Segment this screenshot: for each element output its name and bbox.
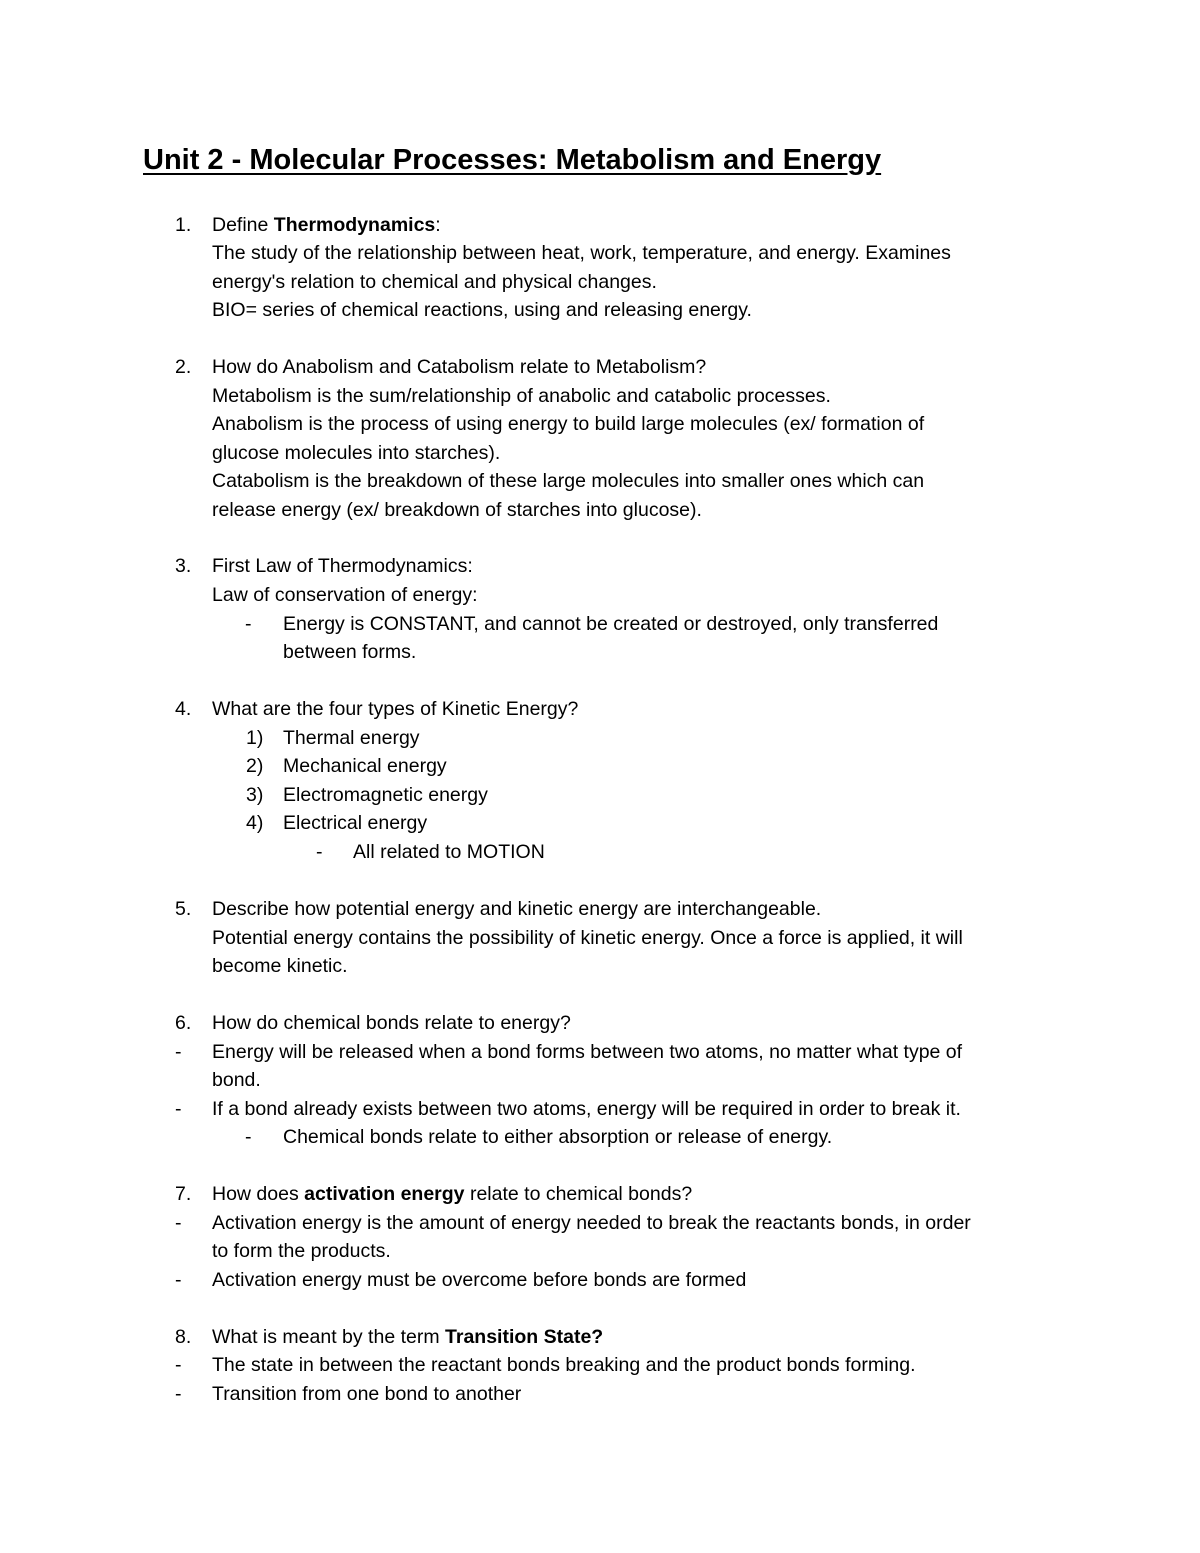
q8-number: 8. [175,1326,192,1348]
document-page: Unit 2 - Molecular Processes: Metabolism and Energy 1. Define Thermodynamics: The study of the relationship between heat, work, temperature, and energy. Examines energy's relation to chemical and physical changes. BIO= series of chemical reactions, using and releasing energy. 2. How do Anabolism and Catabolism relate to Metabolism? Metabolism is the sum/relationship of anabolic and catabolic processes. Anabolism is the process of using energy to build large molecules (ex/ formation of glucose molecules into starches). Catabolism is the breakdown of these large molecules into smaller ones which can release energy (ex/ breakdown of starches into glucose). 3. First Law of Thermodynamics: Law of conservation of energy: - Energy is CONSTANT, and cannot be created or destroyed, only transferred between forms. 4. What are the four types of Kinetic Energy? 1) Thermal energy 2) Mechanical energy 3) Electromagnetic energy 4) Electrical energy - All related to MOTION 5. Describe how potential energy and kinetic energy are interchangeable. Potential energy contains the possibility of kinetic energy. Once a force is applied, it will become kinetic. 6. How do chemical bonds relate to energy? - Energy will be released when a bond forms between two atoms, no matter what type of bond. - If a bond already exists between two atoms, energy will be required in order to break it. - Chemical bonds relate to either absorption or release of energy. 7. How does activation energy relate to chemical bonds? - Activation energy is the amount of energy needed to break the reactants bonds, in order to form the products. - Activation energy must be overcome before bonds are formed 8. What is meant by the term Transition State? - The state in between the reactant bonds breaking and the product bonds forming. - Transition from one bond to another [0,0,1200,1553]
q6-number: 6. [175,1012,192,1034]
dash-bullet: - [245,613,252,635]
dash-bullet: - [175,1354,182,1376]
q2-number: 2. [175,356,192,378]
page-title: Unit 2 - Molecular Processes: Metabolism and Energy [143,144,882,176]
q7-number: 7. [175,1183,192,1205]
dash-bullet: - [316,841,323,863]
dash-bullet: - [245,1126,252,1148]
q1-term: Thermodynamics [273,214,436,236]
q4-number: 4. [175,698,192,720]
dash-bullet: - [175,1212,182,1234]
q7-suffix: relate to chemical bonds? [464,1183,693,1205]
q1-suffix: : [435,214,441,236]
q8-prefix: What is meant by the term [212,1326,446,1348]
q1-number: 1. [175,214,192,236]
dash-bullet: - [175,1041,182,1063]
dash-bullet: - [175,1383,182,1405]
dash-bullet: - [175,1098,182,1120]
q1-prefix: Define [212,214,274,236]
q8-term: Transition State? [445,1326,604,1348]
q7-term: activation energy [304,1183,465,1205]
dash-bullet: - [175,1269,182,1291]
q3-number: 3. [175,555,192,577]
q5-number: 5. [175,898,192,920]
q7-prefix: How does [212,1183,305,1205]
